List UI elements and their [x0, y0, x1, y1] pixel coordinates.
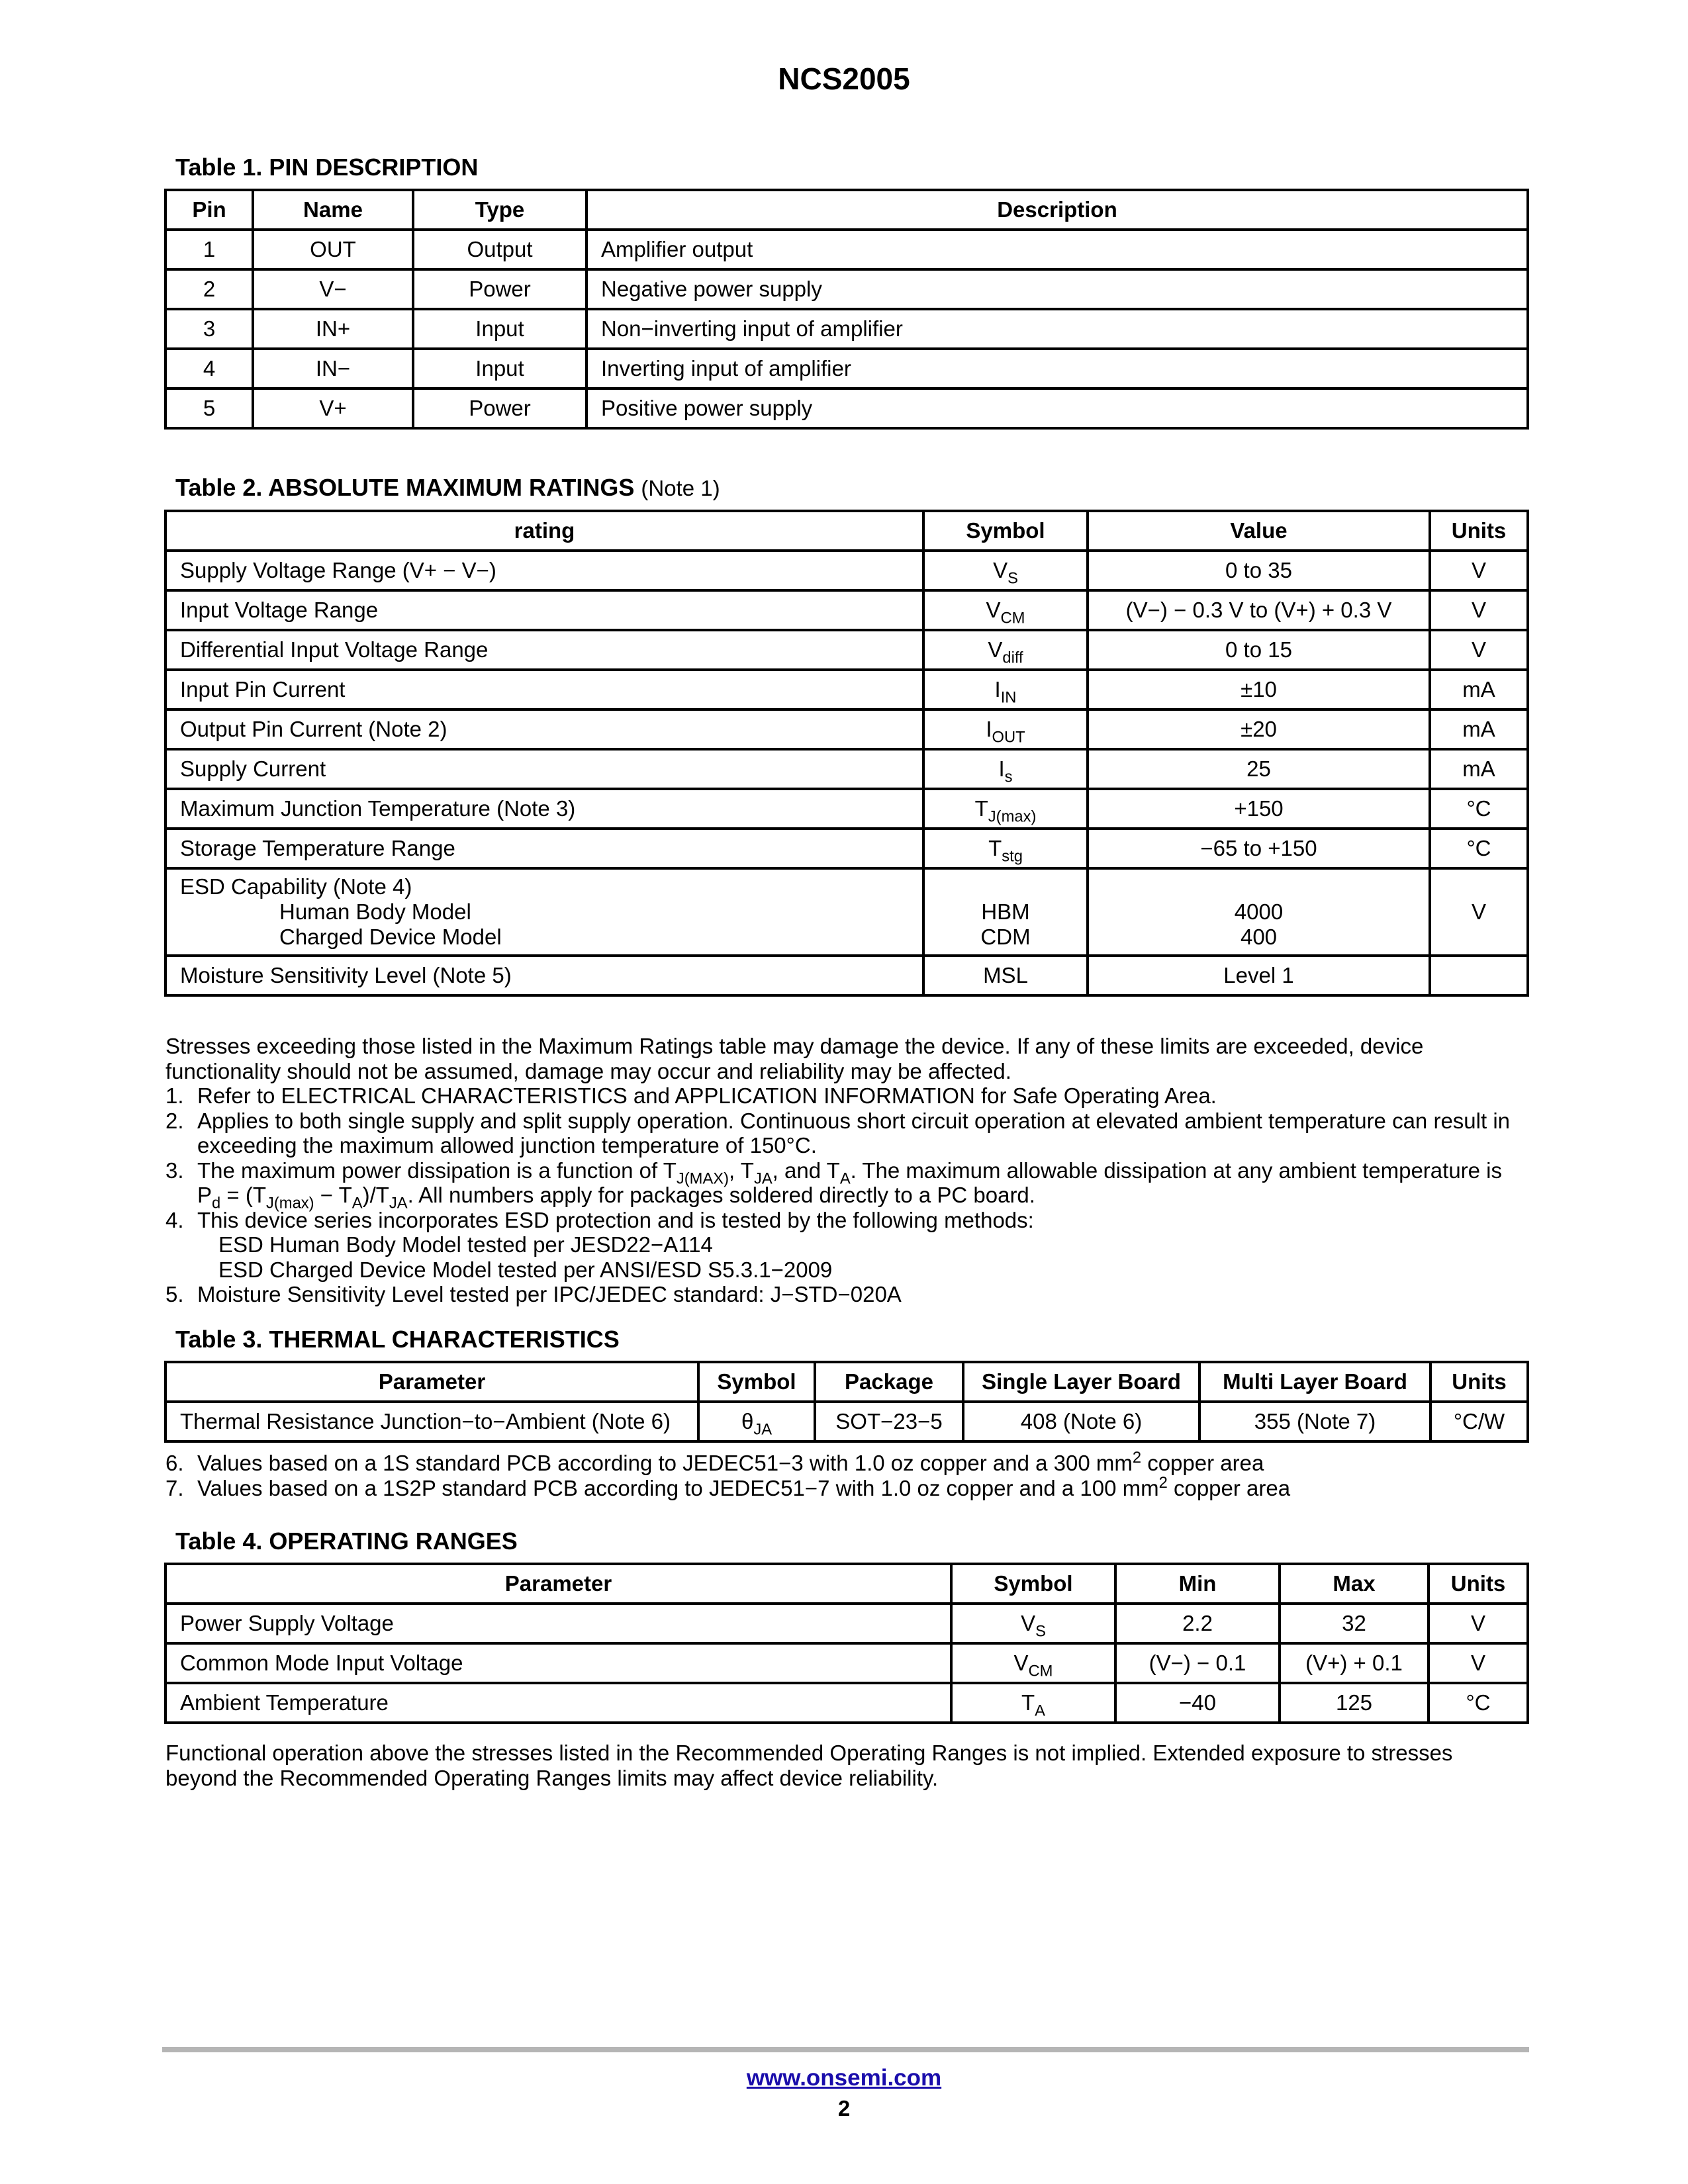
footer-link[interactable]: www.onsemi.com	[746, 2065, 942, 2091]
note-3	[165, 1158, 1529, 1212]
table-row-esd	[165, 868, 1528, 956]
cell-symbol	[923, 551, 1088, 590]
cell-symbol	[923, 789, 1088, 829]
table-header-row	[165, 1362, 1528, 1402]
cell-name: IN−	[253, 349, 413, 388]
table-row	[165, 230, 1528, 269]
cell-name: IN+	[253, 309, 413, 349]
header-cell: Pin	[165, 190, 253, 230]
symbol-subscript: CM	[1028, 1662, 1053, 1680]
header-cell: Symbol	[698, 1362, 815, 1402]
table3-caption: Table 3. THERMAL CHARACTERISTICS	[175, 1326, 620, 1353]
cell-pin: 1	[165, 230, 253, 269]
symbol-text: I	[994, 677, 1001, 702]
cell-symbol	[923, 630, 1088, 670]
note-text: Moisture Sensitivity Level tested per IPC/JEDEC standard: J−STD−020A	[197, 1282, 902, 1306]
cell-type: Input	[413, 309, 586, 349]
cell-rating: Maximum Junction Temperature (Note 3)	[165, 789, 923, 829]
header-cell: Parameter	[165, 1362, 698, 1402]
cell-symbol	[698, 1402, 815, 1441]
cell-rating: Supply Current	[165, 749, 923, 789]
note-number: 1.	[165, 1083, 184, 1108]
table-header-row	[165, 190, 1528, 230]
esd-rating-label: ESD Capability (Note 4)	[180, 874, 412, 899]
table-row	[165, 709, 1528, 749]
table2-caption-note: (Note 1)	[641, 476, 720, 500]
cell-rating: Output Pin Current (Note 2)	[165, 709, 923, 749]
cell-type: Power	[413, 269, 586, 309]
cell-value	[1088, 868, 1430, 956]
table-row	[165, 551, 1528, 590]
cell-pin: 4	[165, 349, 253, 388]
symbol-subscript: S	[1008, 569, 1018, 588]
cell-units: mA	[1430, 709, 1528, 749]
header-cell: Symbol	[923, 511, 1088, 551]
esd-cdm-symbol: CDM	[980, 925, 1031, 949]
cell-package: SOT−23−5	[815, 1402, 963, 1441]
note-text: Applies to both single supply and split supply operation. Continuous short circuit operation at elevated ambient temperature can result in exceeding the maximum allowed junction temperature of 150°C.	[197, 1108, 1510, 1158]
note-text: Refer to ELECTRICAL CHARACTERISTICS and APPLICATION INFORMATION for Safe Operating Area.	[197, 1083, 1217, 1108]
cell-symbol: MSL	[923, 956, 1088, 995]
table-row	[165, 749, 1528, 789]
symbol-subscript: CM	[1000, 609, 1025, 627]
symbol-text: V	[1013, 1651, 1029, 1675]
cell-symbol	[923, 709, 1088, 749]
table2-notes	[165, 1034, 1529, 1307]
page-number: 2	[837, 2096, 851, 2120]
table-row	[165, 789, 1528, 829]
note-text: . The maximum allowable dissipation at any ambient temperature is P	[197, 1158, 1503, 1207]
cell-symbol	[923, 670, 1088, 709]
note-superscript: 2	[1158, 1473, 1168, 1492]
table-row	[165, 630, 1528, 670]
cell-units: mA	[1430, 670, 1528, 709]
note-text: This device series incorporates ESD protection and is tested by the following methods:	[197, 1207, 1034, 1232]
cell-single-layer: 408 (Note 6)	[963, 1402, 1199, 1441]
symbol-text: θ	[741, 1409, 754, 1433]
esd-hbm-symbol: HBM	[981, 899, 1030, 924]
cell-units: V	[1430, 868, 1528, 956]
header-cell: Units	[1429, 1564, 1528, 1604]
cell-rating: Input Pin Current	[165, 670, 923, 709]
note-subscript: J(MAX)	[676, 1169, 729, 1187]
note-text: . All numbers apply for packages soldered directly to a PC board.	[407, 1183, 1035, 1207]
cell-symbol	[923, 749, 1088, 789]
cell-units: V	[1430, 590, 1528, 630]
note-superscript: 2	[1132, 1449, 1142, 1467]
cell-type: Output	[413, 230, 586, 269]
table-header-row	[165, 511, 1528, 551]
cell-units: °C	[1430, 789, 1528, 829]
header-cell: Units	[1430, 1362, 1528, 1402]
esd-cdm-label: Charged Device Model	[279, 925, 502, 949]
table-row	[165, 670, 1528, 709]
note-number: 7.	[165, 1475, 184, 1500]
note-text: , and T	[772, 1158, 840, 1183]
header-cell: Min	[1115, 1564, 1280, 1604]
cell-description: Positive power supply	[586, 388, 1528, 428]
cell-units: °C	[1430, 829, 1528, 868]
pin-description-table	[164, 189, 1529, 430]
symbol-subscript: OUT	[992, 728, 1025, 747]
cell-description: Non−inverting input of amplifier	[586, 309, 1528, 349]
note-4-hbm: ESD Human Body Model tested per JESD22−A114	[218, 1232, 713, 1257]
note-number: 4.	[165, 1207, 184, 1232]
symbol-text: T	[974, 796, 988, 821]
cell-type: Input	[413, 349, 586, 388]
note-text: − T	[314, 1183, 352, 1207]
symbol-subscript: stg	[1002, 847, 1023, 866]
header-cell: Package	[815, 1362, 963, 1402]
cell-units: mA	[1430, 749, 1528, 789]
note-subscript: J(max)	[266, 1194, 314, 1212]
esd-cdm-value: 400	[1240, 925, 1278, 949]
cell-symbol	[923, 590, 1088, 630]
note-number: 5.	[165, 1282, 184, 1306]
thermal-characteristics-table	[164, 1361, 1529, 1443]
symbol-text: V	[986, 598, 1001, 622]
esd-hbm-value: 4000	[1234, 899, 1284, 924]
table-row	[165, 388, 1528, 428]
cell-symbol	[951, 1683, 1115, 1723]
footer-divider	[162, 2047, 1529, 2052]
cell-name: V+	[253, 388, 413, 428]
note-subscript: d	[212, 1194, 221, 1212]
note-2	[165, 1109, 1529, 1158]
cell-rating: Supply Voltage Range (V+ − V−)	[165, 551, 923, 590]
table-row	[165, 829, 1528, 868]
table1-caption: Table 1. PIN DESCRIPTION	[175, 154, 479, 181]
cell-rating: Differential Input Voltage Range	[165, 630, 923, 670]
symbol-subscript: IN	[1000, 688, 1017, 707]
symbol-subscript: s	[1004, 768, 1013, 786]
cell-pin: 2	[165, 269, 253, 309]
absolute-maximum-ratings-table	[164, 510, 1529, 997]
note-number: 6.	[165, 1451, 184, 1475]
note-subscript: JA	[389, 1194, 408, 1212]
header-cell: Units	[1430, 511, 1528, 551]
cell-value: ±20	[1088, 709, 1430, 749]
cell-symbol	[951, 1643, 1115, 1683]
symbol-subscript: diff	[1002, 649, 1023, 667]
cell-parameter: Common Mode Input Voltage	[165, 1643, 951, 1683]
cell-units: V	[1429, 1643, 1528, 1683]
stress-text: Stresses exceeding those listed in the Maximum Ratings table may damage the device. If any of these limits are exceeded, device functionality should not be assumed, damage may occur and reliability may be affected.	[165, 1034, 1424, 1083]
note-text: Values based on a 1S2P standard PCB according to JEDEC51−7 with 1.0 oz copper and a 100 mm	[197, 1475, 1159, 1500]
symbol-subscript: JA	[753, 1420, 773, 1439]
note-1	[165, 1083, 1529, 1109]
note-text: = (T	[220, 1183, 266, 1207]
header-cell: rating	[165, 511, 923, 551]
symbol-subscript: A	[1035, 1702, 1045, 1720]
cell-symbol	[923, 829, 1088, 868]
header-cell: Symbol	[951, 1564, 1115, 1604]
symbol-subscript: S	[1035, 1622, 1046, 1641]
note-7	[165, 1473, 1529, 1501]
cell-name: OUT	[253, 230, 413, 269]
header-cell: Multi Layer Board	[1199, 1362, 1430, 1402]
table4-footnote	[165, 1741, 1529, 1790]
cell-value: 0 to 15	[1088, 630, 1430, 670]
table-row	[165, 1643, 1528, 1683]
cell-units	[1430, 956, 1528, 995]
note-number: 2.	[165, 1108, 184, 1133]
cell-type: Power	[413, 388, 586, 428]
cell-description: Inverting input of amplifier	[586, 349, 1528, 388]
cell-value: Level 1	[1088, 956, 1430, 995]
table-row	[165, 956, 1528, 995]
cell-value: 25	[1088, 749, 1430, 789]
table-row	[165, 590, 1528, 630]
table4-caption: Table 4. OPERATING RANGES	[175, 1527, 518, 1555]
note-text: copper area	[1141, 1451, 1264, 1475]
header-cell: Type	[413, 190, 586, 230]
cell-units: V	[1430, 630, 1528, 670]
cell-units: V	[1430, 551, 1528, 590]
table-row	[165, 1683, 1528, 1723]
cell-rating: Input Voltage Range	[165, 590, 923, 630]
cell-symbol	[951, 1604, 1115, 1643]
cell-value: 0 to 35	[1088, 551, 1430, 590]
cell-parameter: Power Supply Voltage	[165, 1604, 951, 1643]
note-text: copper area	[1167, 1475, 1291, 1500]
note-4-cdm: ESD Charged Device Model tested per ANSI/ESD S5.3.1−2009	[218, 1257, 833, 1282]
cell-min: −40	[1115, 1683, 1280, 1723]
cell-description: Negative power supply	[586, 269, 1528, 309]
symbol-subscript: J(max)	[988, 807, 1037, 826]
note-text: , T	[729, 1158, 754, 1183]
esd-hbm-label: Human Body Model	[279, 899, 471, 924]
table-row	[165, 1402, 1528, 1441]
symbol-text: I	[998, 756, 1005, 781]
note-text: )/T	[362, 1183, 389, 1207]
symbol-text: V	[1021, 1611, 1036, 1635]
symbol-text: T	[988, 836, 1002, 860]
symbol-text: V	[988, 637, 1003, 662]
header-cell: Description	[586, 190, 1528, 230]
cell-rating: Moisture Sensitivity Level (Note 5)	[165, 956, 923, 995]
cell-symbol	[923, 868, 1088, 956]
cell-pin: 3	[165, 309, 253, 349]
symbol-text: T	[1021, 1690, 1035, 1715]
note-text: The maximum power dissipation is a function of T	[197, 1158, 677, 1183]
table3-notes	[165, 1451, 1529, 1500]
cell-value: (V−) − 0.3 V to (V+) + 0.3 V	[1088, 590, 1430, 630]
note-subscript: A	[839, 1169, 851, 1187]
note-number: 3.	[165, 1158, 184, 1183]
table-row	[165, 349, 1528, 388]
page-title: NCS2005	[778, 62, 910, 96]
table-row	[165, 269, 1528, 309]
operating-ranges-note: Functional operation above the stresses listed in the Recommended Operating Ranges is not implied. Extended exposure to stresses beyond the Recommended Operating Ranges limits may affect device reliability.	[165, 1741, 1453, 1790]
header-cell: Max	[1280, 1564, 1429, 1604]
note-5	[165, 1282, 1529, 1307]
cell-rating: Storage Temperature Range	[165, 829, 923, 868]
cell-value: ±10	[1088, 670, 1430, 709]
cell-value: −65 to +150	[1088, 829, 1430, 868]
cell-min: 2.2	[1115, 1604, 1280, 1643]
note-text: Values based on a 1S standard PCB according to JEDEC51−3 with 1.0 oz copper and a 300 mm	[197, 1451, 1133, 1475]
header-cell: Single Layer Board	[963, 1362, 1199, 1402]
cell-max: (V+) + 0.1	[1280, 1643, 1429, 1683]
cell-multi-layer: 355 (Note 7)	[1199, 1402, 1430, 1441]
cell-parameter: Ambient Temperature	[165, 1683, 951, 1723]
table2-caption-title: Table 2. ABSOLUTE MAXIMUM RATINGS	[175, 474, 635, 501]
symbol-text: I	[986, 717, 992, 741]
cell-max: 32	[1280, 1604, 1429, 1643]
note-subscript: A	[352, 1194, 363, 1212]
table-header-row	[165, 1564, 1528, 1604]
header-cell: Value	[1088, 511, 1430, 551]
cell-value: +150	[1088, 789, 1430, 829]
note-4	[165, 1208, 1529, 1233]
cell-description: Amplifier output	[586, 230, 1528, 269]
cell-rating	[165, 868, 923, 956]
table-row	[165, 1604, 1528, 1643]
operating-ranges-table	[164, 1563, 1529, 1724]
note-subscript: JA	[753, 1169, 773, 1187]
note-6	[165, 1451, 1529, 1476]
header-cell: Name	[253, 190, 413, 230]
cell-max: 125	[1280, 1683, 1429, 1723]
table-row	[165, 309, 1528, 349]
cell-parameter: Thermal Resistance Junction−to−Ambient (Note 6)	[165, 1402, 698, 1441]
table2-caption	[175, 474, 720, 502]
cell-pin: 5	[165, 388, 253, 428]
cell-units: °C/W	[1430, 1402, 1528, 1441]
cell-units: V	[1429, 1604, 1528, 1643]
symbol-text: V	[993, 558, 1008, 582]
cell-name: V−	[253, 269, 413, 309]
header-cell: Parameter	[165, 1564, 951, 1604]
cell-units: °C	[1429, 1683, 1528, 1723]
cell-min: (V−) − 0.1	[1115, 1643, 1280, 1683]
